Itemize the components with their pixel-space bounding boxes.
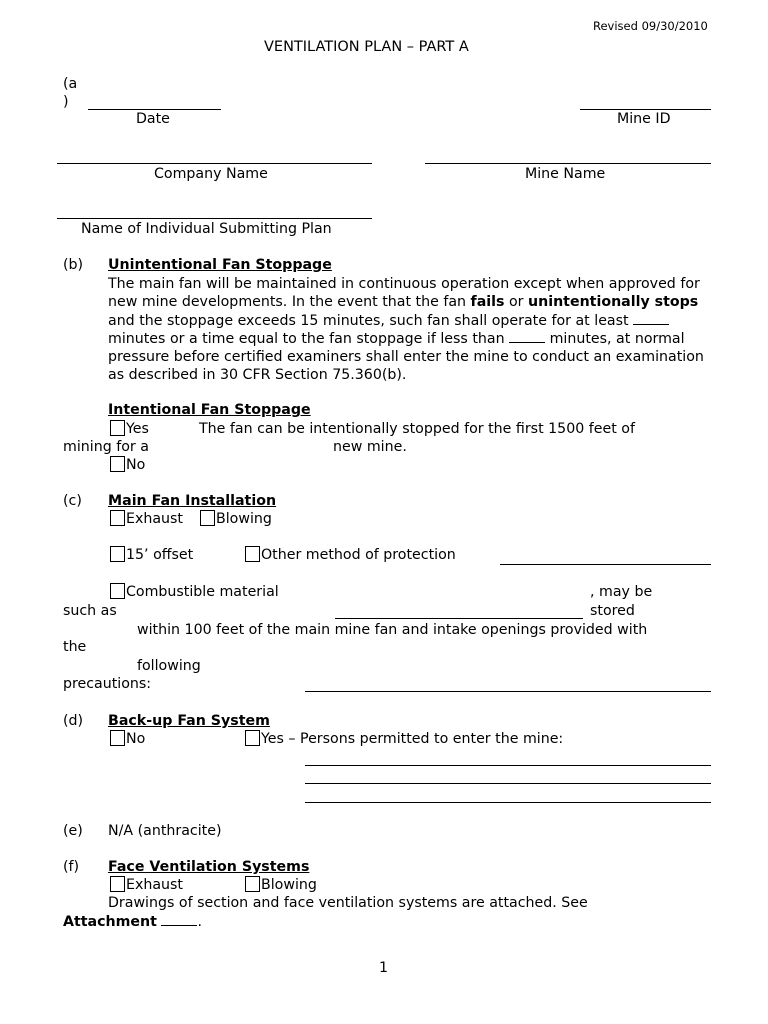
fan-exhaust-checkbox[interactable]	[110, 510, 125, 526]
intentional-yes-text-3: new mine.	[333, 439, 407, 455]
unintentional-stoppage-paragraph	[108, 275, 718, 385]
backup-yes-label: Yes – Persons permitted to enter the mine:	[261, 731, 564, 747]
attachment-blank[interactable]	[161, 913, 197, 926]
backup-yes-checkbox[interactable]	[245, 730, 260, 746]
backup-fan-system-heading: Back-up Fan System	[108, 713, 270, 729]
section-f-marker: (f)	[63, 859, 80, 875]
fan-exhaust-label: Exhaust	[126, 511, 183, 527]
section-d-marker: (d)	[63, 713, 84, 729]
company-name-label: Company Name	[154, 166, 268, 182]
face-blowing-label: Blowing	[261, 877, 317, 893]
offset-label: 15’ offset	[126, 547, 194, 563]
backup-no-checkbox[interactable]	[110, 730, 125, 746]
following-text: following	[137, 658, 201, 674]
mine-id-label: Mine ID	[617, 111, 671, 127]
intentional-yes-text-1: The fan can be intentionally stopped for the first 1500 feet of	[199, 421, 635, 437]
or-text: or	[508, 294, 524, 311]
submitter-name-field-line[interactable]	[57, 218, 372, 219]
other-protection-field-line[interactable]	[500, 564, 711, 565]
the-text: the	[63, 639, 87, 655]
company-name-field-line[interactable]	[57, 163, 372, 164]
intentional-no-label: No	[126, 457, 146, 473]
face-blowing-checkbox[interactable]	[245, 876, 260, 892]
within-100-feet-text: within 100 feet of the main mine fan and intake openings provided with	[137, 622, 648, 638]
section-a-marker-close: )	[63, 94, 69, 110]
paragraph-text-2: and the stoppage exceeds 15 minutes, such fan shall operate for at least	[108, 312, 629, 329]
attachment-line	[63, 913, 202, 931]
precautions-text: precautions:	[63, 676, 152, 692]
section-c-marker: (c)	[63, 493, 82, 509]
drawings-text: Drawings of section and face ventilation systems are attached. See	[108, 895, 588, 911]
persons-field-line-3[interactable]	[305, 802, 711, 803]
precautions-field-line[interactable]	[305, 691, 711, 692]
intentional-no-checkbox[interactable]	[110, 456, 125, 472]
minutes-blank-2[interactable]	[509, 330, 545, 343]
combustible-material-label: Combustible material	[126, 584, 279, 600]
unintentional-fan-stoppage-heading: Unintentional Fan Stoppage	[108, 257, 332, 273]
submitter-name-label: Name of Individual Submitting Plan	[81, 221, 332, 237]
page-number: 1	[379, 960, 389, 976]
intentional-yes-checkbox[interactable]	[110, 420, 125, 436]
date-label: Date	[136, 111, 170, 127]
section-e-text: N/A (anthracite)	[108, 823, 222, 839]
page-title: VENTILATION PLAN – PART A	[264, 39, 469, 55]
attachment-period: .	[197, 914, 202, 930]
paragraph-text-4: minutes, at normal pressure before certified examiners shall enter the mine to conduct an examination as described in 30 CFR Section 75.360(b).	[108, 330, 704, 384]
paragraph-text-3: minutes or a time equal to the fan stoppage if less than	[108, 330, 505, 347]
section-e-marker: (e)	[63, 823, 83, 839]
intentional-yes-text-2: mining for a	[63, 439, 149, 455]
paragraph-text-1: The main fan will be maintained in continuous operation except when approved for new mine developments. In the event that the fan	[108, 276, 700, 311]
mine-name-label: Mine Name	[525, 166, 606, 182]
such-as-text: such as	[63, 603, 117, 619]
section-a-marker-open: (a	[63, 76, 78, 92]
unintentionally-stops-bold: unintentionally stops	[528, 294, 699, 311]
offset-checkbox[interactable]	[110, 546, 125, 562]
persons-field-line-1[interactable]	[305, 765, 711, 766]
combustible-material-checkbox[interactable]	[110, 583, 125, 599]
other-protection-checkbox[interactable]	[245, 546, 260, 562]
fan-blowing-label: Blowing	[216, 511, 272, 527]
face-exhaust-checkbox[interactable]	[110, 876, 125, 892]
fails-bold: fails	[470, 294, 505, 311]
combustible-material-field-line[interactable]	[335, 618, 583, 619]
intentional-fan-stoppage-heading: Intentional Fan Stoppage	[108, 402, 311, 418]
revised-date: Revised 09/30/2010	[593, 19, 708, 33]
minutes-blank-1[interactable]	[633, 312, 669, 325]
intentional-yes-label: Yes	[126, 421, 149, 437]
fan-blowing-checkbox[interactable]	[200, 510, 215, 526]
face-exhaust-label: Exhaust	[126, 877, 183, 893]
attachment-label: Attachment	[63, 914, 157, 930]
other-protection-label: Other method of protection	[261, 547, 456, 563]
stored-text: stored	[590, 603, 635, 619]
main-fan-installation-heading: Main Fan Installation	[108, 493, 277, 509]
face-ventilation-heading: Face Ventilation Systems	[108, 859, 310, 875]
section-b-marker: (b)	[63, 257, 84, 273]
mine-name-field-line[interactable]	[425, 163, 711, 164]
may-be-text: , may be	[590, 584, 653, 600]
backup-no-label: No	[126, 731, 146, 747]
persons-field-line-2[interactable]	[305, 783, 711, 784]
